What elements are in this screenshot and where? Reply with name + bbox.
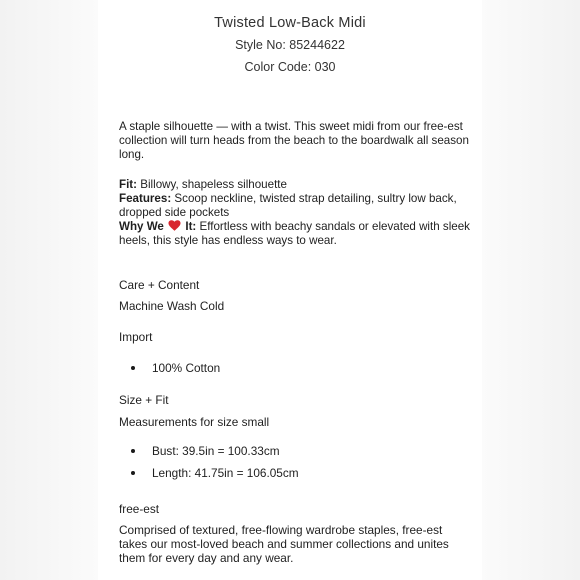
heart-icon bbox=[168, 220, 181, 231]
features-label: Features: bbox=[119, 192, 172, 205]
product-description-sheet bbox=[98, 0, 482, 580]
style-number: Style No: 85244622 bbox=[235, 38, 345, 52]
intro-paragraph: A staple silhouette — with a twist. This sweet midi from our free-est collection will turn heads from the beach to the boardwalk all season long. bbox=[119, 120, 469, 161]
fit-label: Fit: bbox=[119, 178, 138, 191]
product-title: Twisted Low-Back Midi bbox=[214, 15, 366, 31]
size-fit-text: Measurements for size small bbox=[119, 415, 270, 429]
brand-section bbox=[119, 502, 472, 565]
list-item: 100% Cotton bbox=[119, 361, 472, 375]
brand-text: Comprised of textured, free-flowing wardrobe staples, free-est takes our most-loved beach and summer collections and unites them for every day and any wear. bbox=[119, 523, 449, 565]
bullet-dot-icon bbox=[131, 471, 135, 475]
why-label-end: It: bbox=[185, 220, 197, 233]
import-title: Import bbox=[119, 330, 153, 344]
why-we-love-it-line bbox=[119, 220, 472, 248]
size-fit-section bbox=[119, 393, 472, 480]
import-section bbox=[119, 330, 472, 375]
care-title: Care + Content bbox=[119, 278, 200, 292]
product-header bbox=[98, 12, 482, 78]
import-list bbox=[119, 361, 472, 375]
bullet-dot-icon bbox=[131, 366, 135, 370]
size-fit-list bbox=[119, 444, 472, 480]
bullet-dot-icon bbox=[131, 449, 135, 453]
fit-value: Billowy, shapeless silhouette bbox=[137, 178, 287, 191]
size-fit-title: Size + Fit bbox=[119, 393, 169, 407]
product-body bbox=[119, 120, 472, 565]
features-line bbox=[119, 192, 472, 220]
list-item: Bust: 39.5in = 100.33cm bbox=[119, 444, 472, 458]
care-section bbox=[119, 278, 472, 313]
left-background-panel bbox=[0, 0, 98, 580]
list-item: Length: 41.75in = 106.05cm bbox=[119, 466, 472, 480]
why-value: Effortless with beachy sandals or elevated with sleek heels, this style has endless ways to wear. bbox=[119, 220, 470, 247]
care-text: Machine Wash Cold bbox=[119, 299, 225, 313]
fit-line bbox=[119, 178, 472, 192]
why-label-start: Why We bbox=[119, 220, 164, 233]
brand-title: free-est bbox=[119, 502, 159, 516]
features-value: Scoop neckline, twisted strap detailing, sultry low back, dropped side pockets bbox=[119, 192, 457, 219]
color-code: Color Code: 030 bbox=[244, 60, 336, 74]
right-background-panel bbox=[482, 0, 580, 580]
